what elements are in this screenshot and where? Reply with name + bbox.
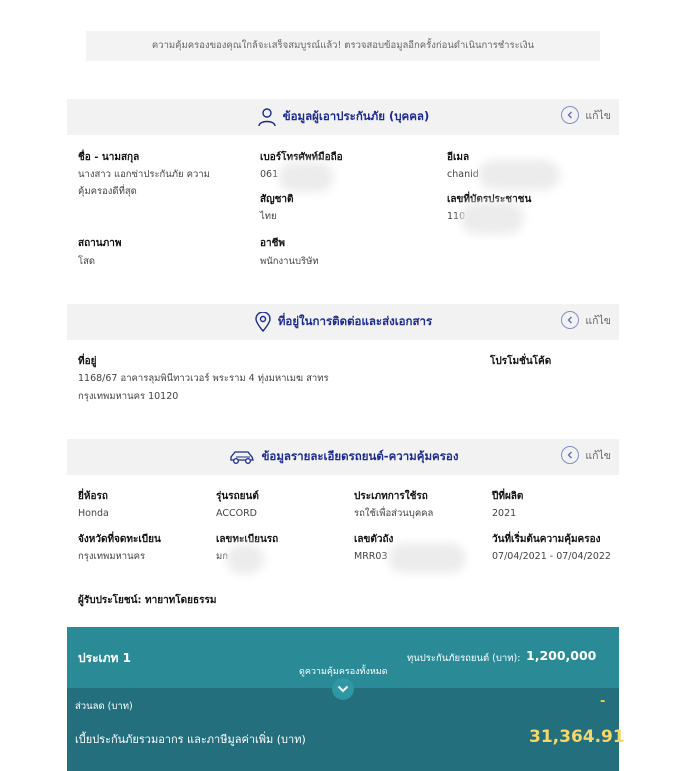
confirmation-notice: ความคุ้มครองของคุณใกล้จะเสร็จสมบูรณ์แล้ว! ตรวจสอบข้อมูลอีกครั้งก่อนดำเนินการชำระเงิน xyxy=(86,31,600,61)
nationality-label: สัญชาติ xyxy=(260,194,294,205)
edit-car-button[interactable] xyxy=(561,446,611,464)
redacted-chassis xyxy=(396,551,458,565)
address-label: ที่อยู่ xyxy=(78,356,97,367)
insured-section-title: ข้อมูลผู้เอาประกันภัย (บุคคล) xyxy=(282,109,430,123)
edit-label: แก้ไข xyxy=(585,314,611,327)
model-value: ACCORD xyxy=(216,508,257,519)
premium-panel xyxy=(67,688,625,771)
address-section-title: ที่อยู่ในการติดต่อและส่งเอกสาร xyxy=(277,314,433,328)
id-value: 110 xyxy=(447,211,466,222)
chassis-label: เลขตัวถัง xyxy=(354,534,394,545)
plan-type: ประเภท 1 xyxy=(78,651,131,665)
status-value: โสด xyxy=(78,256,96,267)
edit-label: แก้ไข xyxy=(585,109,611,122)
chevron-left-icon xyxy=(561,106,579,124)
email-value: chanid xyxy=(447,169,479,180)
chassis-value: MRR03 xyxy=(354,551,388,562)
name-label: ชื่อ - นามสกุล xyxy=(78,152,140,163)
car-icon xyxy=(228,448,256,466)
address-section-header xyxy=(67,304,619,340)
redacted-email xyxy=(486,168,552,182)
plate-label: เลขทะเบียนรถ xyxy=(216,534,279,545)
chevron-down-icon xyxy=(337,685,349,693)
id-label: เลขที่บัตรประชาชน xyxy=(447,194,532,205)
beneficiary-text: ผู้รับประโยชน์: ทายาทโดยธรรม xyxy=(78,595,217,606)
insured-section-header xyxy=(67,99,619,135)
promo-code-label: โปรโมชั่นโค้ด xyxy=(490,356,552,367)
sum-insured-label: ทุนประกันภัยรถยนต์ (บาท): xyxy=(407,653,521,664)
brand-label: ยี่ห้อรถ xyxy=(78,491,108,502)
status-label: สถานภาพ xyxy=(78,238,122,249)
location-pin-icon xyxy=(254,312,272,332)
usage-label: ประเภทการใช้รถ xyxy=(354,491,428,502)
name-value-line1: นางสาว แอกซ่าประกันภัย ความ xyxy=(78,169,210,180)
phone-value: 061 xyxy=(260,169,279,180)
premium-value: 31,364.91 xyxy=(529,727,625,747)
brand-value: Honda xyxy=(78,508,109,519)
province-value: กรุงเทพมหานคร xyxy=(78,551,146,562)
edit-label: แก้ไข xyxy=(585,449,611,462)
plate-value: มก xyxy=(216,551,229,562)
car-section-header xyxy=(67,439,619,475)
address-value-line1: 1168/67 อาคารลุมพินีทาวเวอร์ พระราม 4 ทุ่งมหาเมฆ สาทร xyxy=(78,373,329,384)
discount-label: ส่วนลด (บาท) xyxy=(75,701,133,712)
discount-value: - xyxy=(600,694,606,709)
chevron-left-icon xyxy=(561,446,579,464)
phone-label: เบอร์โทรศัพท์มือถือ xyxy=(260,152,343,163)
chevron-left-icon xyxy=(561,311,579,329)
person-icon xyxy=(257,107,277,127)
occupation-label: อาชีพ xyxy=(260,238,285,249)
car-section-title: ข้อมูลรายละเอียดรถยนต์-ความคุ้มครอง xyxy=(261,449,459,463)
sum-insured-value: 1,200,000 xyxy=(526,648,597,663)
year-label: ปีที่ผลิต xyxy=(492,491,524,502)
nationality-value: ไทย xyxy=(260,211,277,222)
occupation-value: พนักงานบริษัท xyxy=(260,256,319,267)
coverage-date-label: วันที่เริ่มต้นความคุ้มครอง xyxy=(492,534,601,545)
edit-insured-button[interactable] xyxy=(561,106,611,124)
redacted-id xyxy=(468,210,516,226)
year-value: 2021 xyxy=(492,508,517,519)
coverage-date-value: 07/04/2021 - 07/04/2022 xyxy=(492,551,611,562)
province-label: จังหวัดที่จดทะเบียน xyxy=(78,534,161,545)
model-label: รุ่นรถยนต์ xyxy=(216,491,259,502)
redacted-plate xyxy=(234,552,256,566)
usage-value: รถใช้เพื่อส่วนบุคคล xyxy=(354,508,434,519)
view-all-coverage-link[interactable]: ดูความคุ้มครองทั้งหมด xyxy=(299,667,388,677)
name-value-line2: คุ้มครองดีที่สุด xyxy=(78,186,137,197)
redacted-phone xyxy=(286,170,326,184)
expand-coverage-button[interactable] xyxy=(332,678,354,700)
edit-address-button[interactable] xyxy=(561,311,611,329)
address-value-line2: กรุงเทพมหานคร 10120 xyxy=(78,391,179,402)
email-label: อีเมล xyxy=(447,152,470,163)
premium-label: เบี้ยประกันภัยรวมอากร และภาษีมูลค่าเพิ่ม (บาท) xyxy=(75,733,306,746)
